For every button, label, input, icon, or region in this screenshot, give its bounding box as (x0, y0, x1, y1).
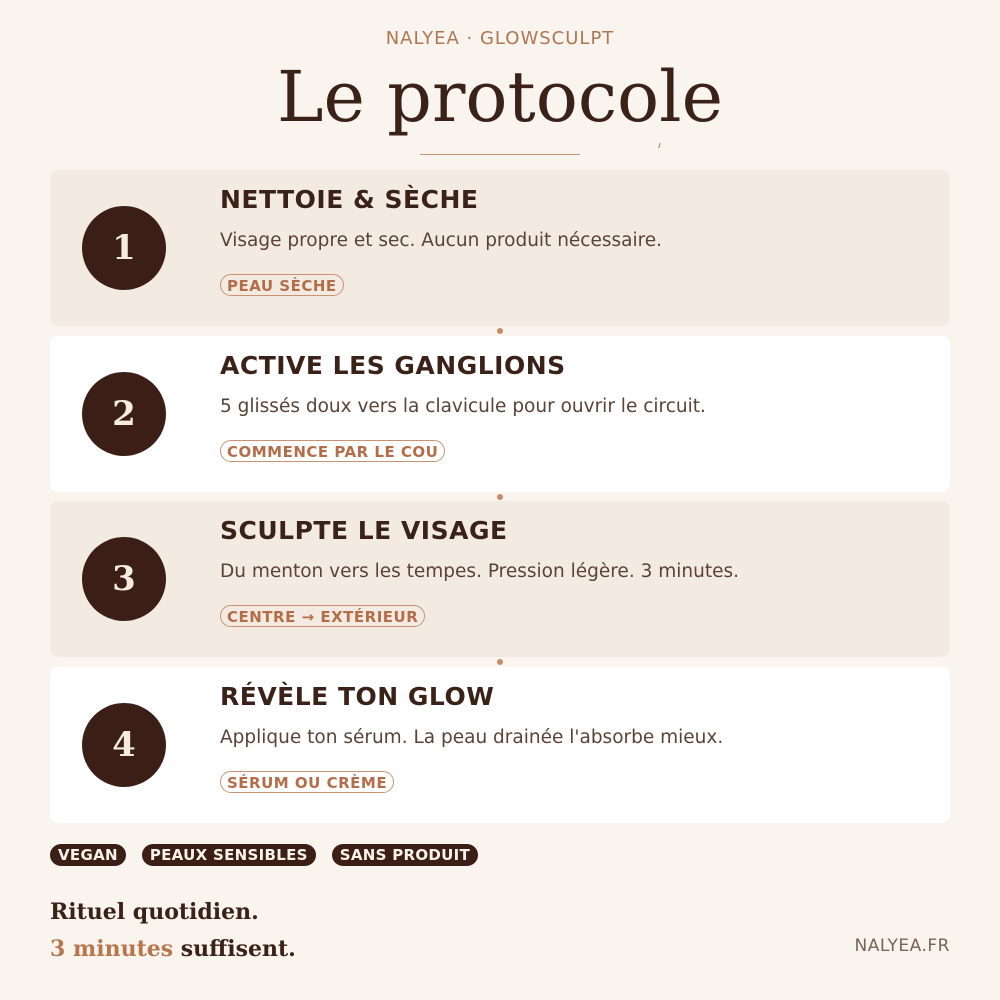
step-connector-dot (497, 328, 503, 334)
brand-label: NALYEA · GLOWSCULPT (385, 28, 615, 49)
step-connector-dot (497, 659, 503, 665)
feature-badges (50, 844, 478, 866)
ritual-duration-line (50, 936, 296, 962)
step-title: NETTOIE & SÈCHE (220, 185, 479, 214)
step-description: Visage propre et sec. Aucun produit nécessaire. (220, 230, 663, 251)
decorative-mark (653, 143, 661, 148)
step-number-badge: 4 (82, 703, 166, 787)
step-connector-dot (497, 494, 503, 500)
step-description: Applique ton sérum. La peau drainée l'absorbe mieux. (220, 727, 724, 748)
step-number-badge: 3 (82, 537, 166, 621)
step-title: SCULPTE LE VISAGE (220, 516, 508, 545)
step-card-4 (50, 667, 950, 823)
step-number-badge: 1 (82, 206, 166, 290)
step-number-badge: 2 (82, 372, 166, 456)
page-title: Le protocole (276, 56, 723, 138)
step-tag: CENTRE → EXTÉRIEUR (220, 605, 425, 627)
website-label: NALYEA.FR (854, 936, 950, 956)
step-title: RÉVÈLE TON GLOW (220, 682, 495, 711)
step-card-1 (50, 170, 950, 326)
step-tag: SÉRUM OU CRÈME (220, 771, 394, 793)
step-card-2 (50, 336, 950, 492)
badge-vegan: VEGAN (50, 844, 126, 866)
badge-no-product: SANS PRODUIT (332, 844, 478, 866)
step-tag: COMMENCE PAR LE COU (220, 440, 445, 462)
step-title: ACTIVE LES GANGLIONS (220, 351, 566, 380)
badge-sensitive-skin: PEAUX SENSIBLES (142, 844, 316, 866)
step-description: Du menton vers les tempes. Pression légère. 3 minutes. (220, 561, 739, 582)
ritual-duration-accent: 3 minutes (50, 936, 174, 962)
step-card-3 (50, 501, 950, 657)
step-tag: PEAU SÈCHE (220, 274, 344, 296)
ritual-duration-rest: suffisent. (173, 936, 296, 962)
title-divider (420, 154, 580, 155)
step-description: 5 glissés doux vers la clavicule pour ouvrir le circuit. (220, 396, 706, 417)
ritual-tagline: Rituel quotidien. (50, 899, 259, 925)
